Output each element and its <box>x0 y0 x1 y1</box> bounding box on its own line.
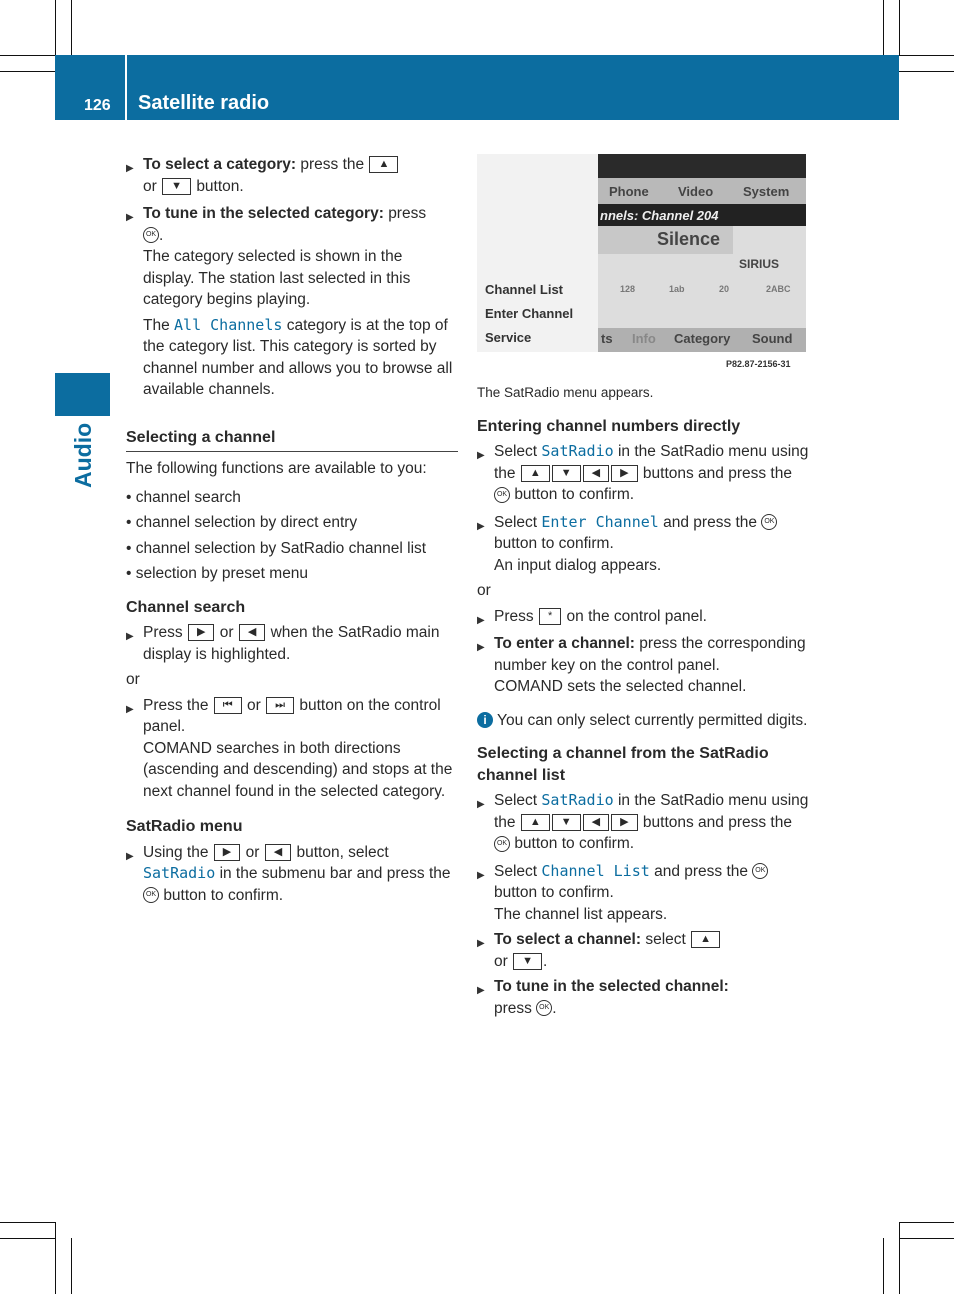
crop-mark <box>883 0 884 55</box>
crop-mark <box>899 1222 900 1294</box>
ok-button-icon: OK <box>143 227 159 243</box>
step: ▶ To enter a channel: press the corresponding number key on the control panel. COMAND sets the selected channel. <box>477 633 812 698</box>
ok-button-icon: OK <box>752 863 768 879</box>
right-key-icon: ▶ <box>188 624 214 641</box>
up-key-icon: ▲ <box>369 156 398 173</box>
ok-button-icon: OK <box>761 514 777 530</box>
bullet-item: • selection by preset menu <box>126 565 309 582</box>
step: ▶ To tune in the selected channel: press OK . <box>477 976 812 1019</box>
crop-mark <box>0 55 55 56</box>
crop-mark <box>899 0 900 55</box>
step: ▶ Press the ⏮ or ⏭ button on the control panel. COMAND searches in both directions (ascending and descending) and stops at the next channel found in the selected category. <box>126 695 458 803</box>
next-track-icon: ⏭ <box>266 697 294 714</box>
section-title: Satellite radio <box>138 92 270 114</box>
up-key-icon: ▲ <box>521 814 550 831</box>
ok-button-icon: OK <box>494 487 510 503</box>
step: ▶ Select SatRadio in the SatRadio menu using the ▲ ▼ ◀ ▶ buttons and press the OK button to confirm. <box>477 790 812 855</box>
paragraph: The All Channels category is at the top of the category list. This category is sorted by channel number and allows you to browse all available channels. <box>143 315 453 398</box>
right-column <box>477 382 812 1019</box>
step: ▶ Select Channel List and press the OK button to confirm. The channel list appears. <box>477 861 812 926</box>
down-key-icon: ▼ <box>513 953 542 970</box>
ok-button-icon: OK <box>494 836 510 852</box>
heading-selecting-channel: Selecting a channel <box>126 427 458 453</box>
side-tab-label: Audio <box>70 422 96 488</box>
intro-text: The following functions are available to you: <box>126 460 427 477</box>
down-key-icon: ▼ <box>552 814 581 831</box>
step: ▶ To tune in the selected category: press OK . The category selected is shown in the display. The station last selected in this category begins playing. <box>126 203 458 311</box>
up-key-icon: ▲ <box>691 931 720 948</box>
bullet-item: • channel search <box>126 488 241 506</box>
left-key-icon: ◀ <box>239 624 265 641</box>
ok-button-icon: OK <box>143 887 159 903</box>
crop-mark <box>55 0 56 55</box>
info-note: i You can only select currently permitted digits. <box>477 710 812 732</box>
step: ▶ Press ▶ or ◀ when the SatRadio main display is highlighted. <box>126 622 458 665</box>
heading-channel-list: Selecting a channel from the SatRadio channel list <box>477 745 769 784</box>
step: ▶ Press * on the control panel. <box>477 606 812 628</box>
step: ▶ To select a category: press the ▲ or ▼ button. <box>126 154 458 197</box>
image-code: P82.87-2156-31 <box>726 359 791 369</box>
crop-mark <box>899 55 954 56</box>
crop-mark <box>71 0 72 55</box>
star-key-icon: * <box>539 608 561 625</box>
bullet-item: • channel selection by direct entry <box>126 514 358 531</box>
figure-caption: The SatRadio menu appears. <box>477 385 654 400</box>
crop-mark <box>0 1238 55 1239</box>
crop-mark <box>0 71 55 72</box>
crop-mark <box>71 1238 72 1294</box>
crop-mark <box>899 1238 954 1239</box>
right-key-icon: ▶ <box>611 814 637 831</box>
step: ▶ Select SatRadio in the SatRadio menu using the ▲ ▼ ◀ ▶ buttons and press the OK button to confirm. <box>477 441 812 506</box>
heading-satradio-menu: SatRadio menu <box>126 818 243 835</box>
crop-mark <box>899 1222 954 1223</box>
prev-track-icon: ⏮ <box>214 697 242 714</box>
or-text: or <box>126 671 140 688</box>
info-icon: i <box>477 712 493 728</box>
heading-direct-entry: Entering channel numbers directly <box>477 417 741 435</box>
right-key-icon: ▶ <box>214 844 240 861</box>
step: ▶ Using the ▶ or ◀ button, select SatRadio in the submenu bar and press the OK button to confirm. <box>126 842 458 907</box>
crop-mark <box>899 71 954 72</box>
bullet-item: • channel selection by SatRadio channel list <box>126 539 427 557</box>
step: ▶ Select Enter Channel and press the OK button to confirm. An input dialog appears. <box>477 512 812 577</box>
step: ▶ To select a channel: select ▲ or ▼ . <box>477 929 812 972</box>
left-key-icon: ◀ <box>583 465 609 482</box>
up-key-icon: ▲ <box>521 465 550 482</box>
left-column <box>126 154 458 906</box>
satradio-screenshot: Phone Video System nnels: Channel 204 Silence SIRIUS 128 1ab 20 2ABC Channel List Enter Channel Service ts Info Category Sound <box>477 154 806 352</box>
down-key-icon: ▼ <box>552 465 581 482</box>
page-number: 126 <box>84 97 111 114</box>
crop-mark <box>55 1222 56 1294</box>
left-key-icon: ◀ <box>265 844 291 861</box>
ok-button-icon: OK <box>536 1000 552 1016</box>
crop-mark <box>883 1238 884 1294</box>
down-key-icon: ▼ <box>162 178 191 195</box>
crop-mark <box>0 1222 55 1223</box>
right-key-icon: ▶ <box>611 465 637 482</box>
heading-channel-search: Channel search <box>126 598 246 616</box>
left-key-icon: ◀ <box>583 814 609 831</box>
or-text: or <box>477 582 491 599</box>
